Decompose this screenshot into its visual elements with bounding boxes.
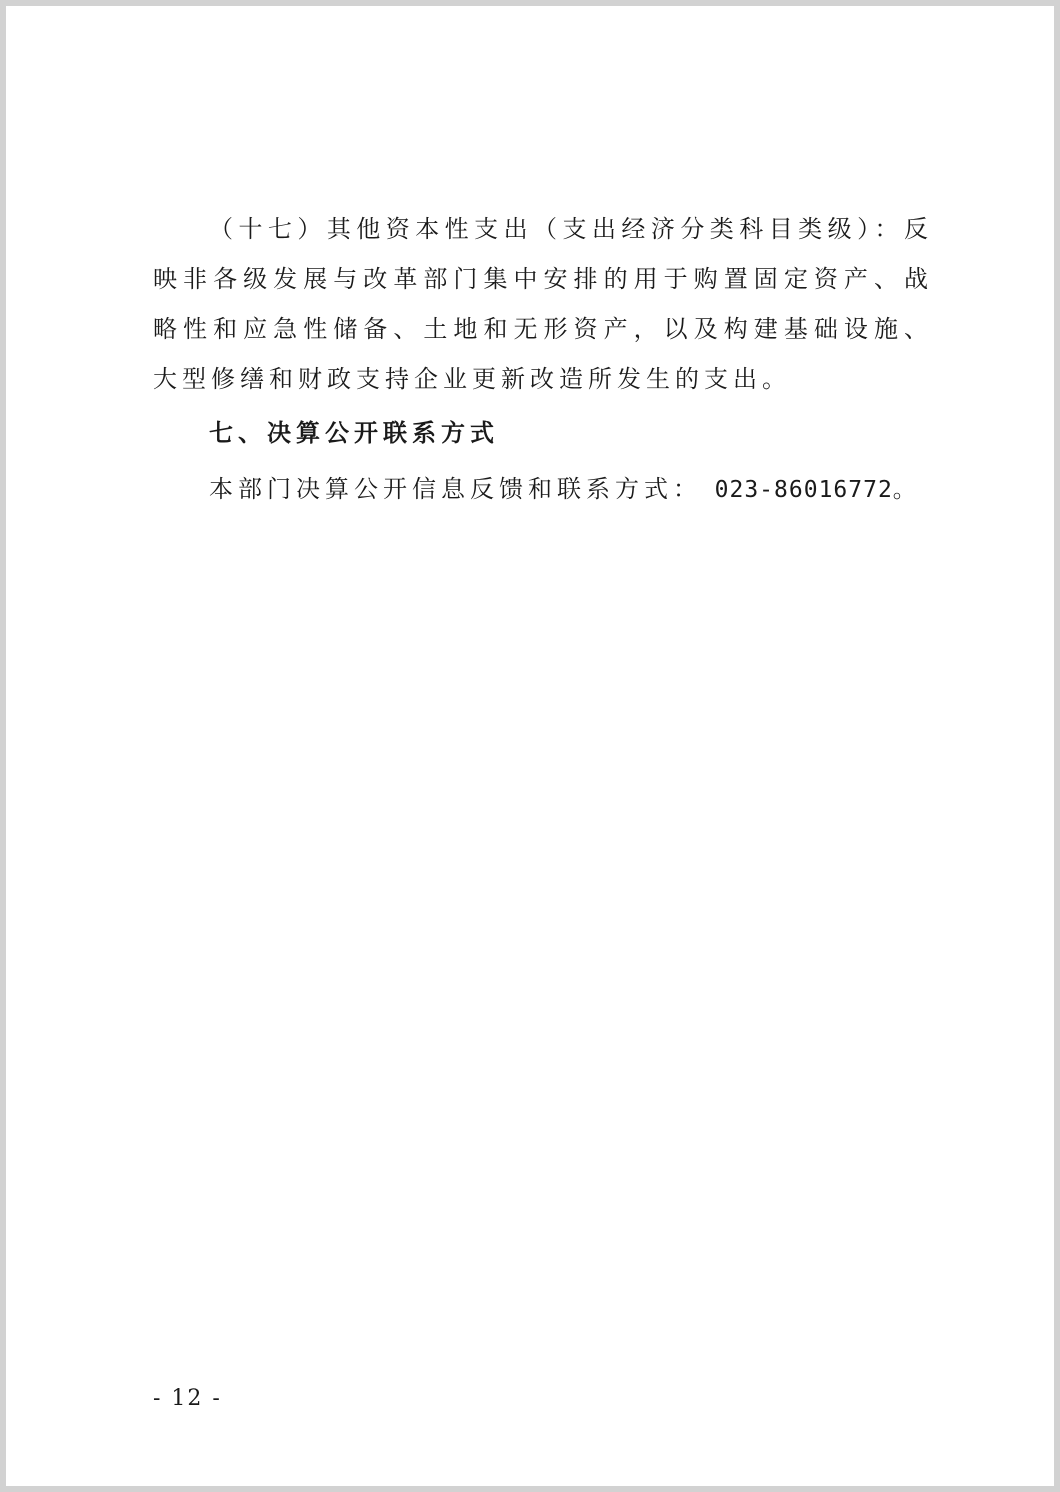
contact-line <box>153 464 933 515</box>
document-body <box>153 204 933 515</box>
page-number: - 12 - <box>153 1386 222 1411</box>
contact-phone: 023-86016772。 <box>714 477 917 503</box>
section-heading-contact: 七、决算公开联系方式 <box>209 419 499 447</box>
contact-label: 本部门决算公开信息反馈和联系方式： <box>209 475 702 503</box>
paragraph-other-capital-expenditure: （十七）其他资本性支出（支出经济分类科目类级）：反映非各级发展与改革部门集中安排的用于购置固定资产、战略性和应急性储备、土地和无形资产，以及构建基础设施、大型修缮和财政支持企业更新改造所发生的支出。 <box>153 215 933 393</box>
